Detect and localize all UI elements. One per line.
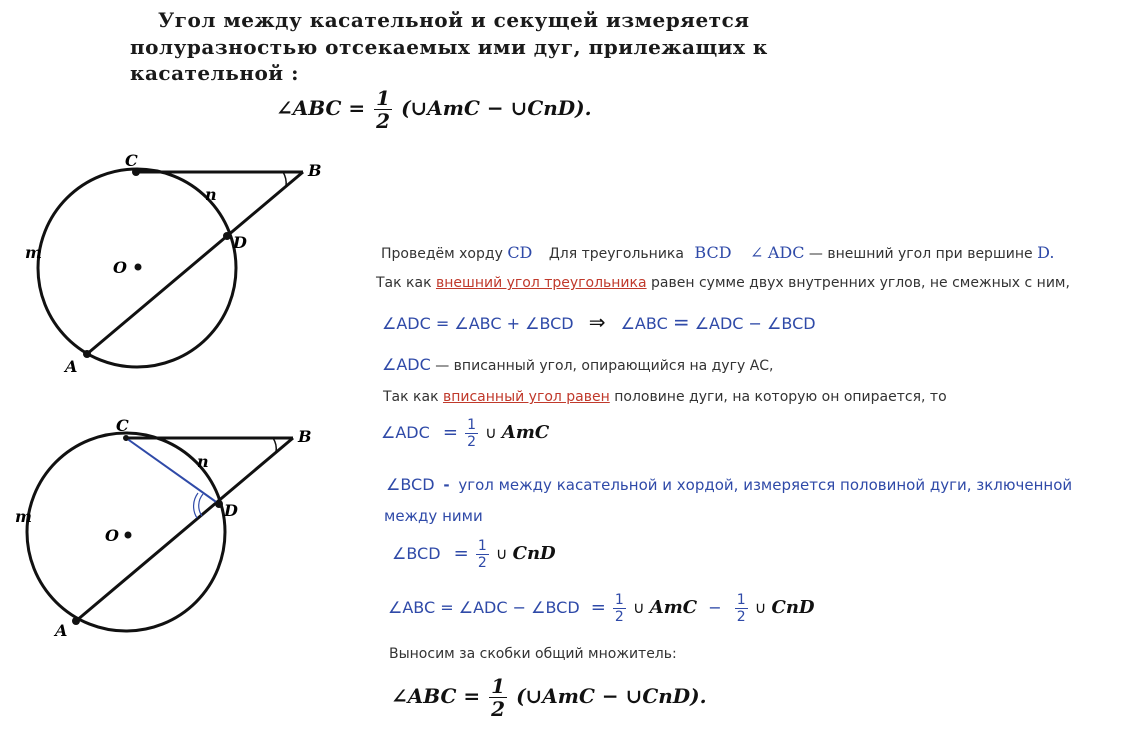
label-o-1: O [113, 258, 127, 277]
label-n-2: n [197, 452, 209, 471]
figure-2 [10, 415, 340, 655]
proof-line-6: ∠ADC = $\frac{1}{2}$ ∪ AmC [381, 417, 550, 450]
center-o-2 [125, 532, 132, 539]
proof-line-1: Проведём хорду CD Для треугольника BCD ∠ ADC — внешний угол при вершине D. [381, 243, 1055, 262]
point-a-2 [72, 617, 80, 625]
final-formula [391, 676, 707, 719]
angle-arc-1 [283, 172, 286, 186]
proof-line-9: ∠BCD = $\frac{1}{2}$ ∪ CnD [392, 538, 556, 571]
link-inscribed-angle[interactable]: вписанный угол равен [442, 389, 610, 405]
label-o-2: O [105, 526, 119, 545]
final-formula-rhs: (∪AmC − ∪CnD). [516, 684, 707, 708]
angle-arc-2 [273, 438, 276, 452]
title-line-3: касательной : [130, 61, 299, 85]
proof-line-11: Выносим за скобки общий множитель: [389, 646, 677, 662]
proof-line-8: между ними [384, 507, 483, 525]
label-d-1: D [233, 233, 247, 252]
title-line-1: Угол между касательной и секущей измеряется [158, 8, 750, 32]
label-d-2: D [224, 501, 238, 520]
main-formula [276, 88, 592, 131]
center-o-1 [135, 264, 142, 271]
point-d-2 [215, 500, 223, 508]
point-a-1 [83, 350, 91, 358]
main-formula-lhs: ∠ABC = [276, 96, 366, 120]
main-formula-rhs: (∪AmC − ∪CnD). [401, 96, 592, 120]
figure-1 [15, 150, 345, 380]
label-c-2: C [116, 416, 129, 435]
link-external-angle[interactable]: внешний угол треугольника [435, 275, 647, 291]
label-a-1: A [65, 357, 78, 376]
proof-line-4: ∠ADC — вписанный угол, опирающийся на дугу АС, [382, 355, 774, 374]
main-formula-fraction: $\frac{1}{2}$ [376, 86, 391, 133]
final-formula-fraction: $\frac{1}{2}$ [491, 674, 506, 721]
circle-2 [27, 433, 225, 631]
label-a-2: A [55, 621, 68, 640]
label-c-1: C [125, 151, 138, 170]
label-n-1: n [205, 185, 217, 204]
title-line-2: полуразностью отсекаемых ими дуг, прилежащих к [130, 35, 768, 59]
point-c-2 [123, 435, 129, 441]
label-b-1: B [308, 161, 322, 180]
point-d-1 [223, 232, 231, 240]
proof-line-5: Так как вписанный угол равен половине дуги, на которую он опирается, то [383, 389, 947, 405]
proof-line-10: ∠ABC = ∠ADC − ∠BCD = $\frac{1}{2}$ ∪ AmC − $\frac{1}{2}$ ∪ CnD [388, 592, 815, 625]
angle-arc-d2-2 [194, 493, 198, 518]
proof-line-3: ∠ADC = ∠ABC + ∠BCD ⇒ ∠ABC = ∠ADC − ∠BCD [382, 310, 816, 334]
label-m-1: m [25, 243, 42, 262]
proof-line-2: Так как внешний угол треугольника равен сумме двух внутренних углов, не смежных с ним, [376, 275, 1070, 291]
final-formula-lhs: ∠ABC = [391, 684, 481, 708]
label-b-2: B [298, 427, 312, 446]
label-m-2: m [15, 507, 32, 526]
proof-line-7: ∠BCD - угол между касательной и хордой, измеряется половиной дуги, зключенной [386, 475, 1073, 494]
